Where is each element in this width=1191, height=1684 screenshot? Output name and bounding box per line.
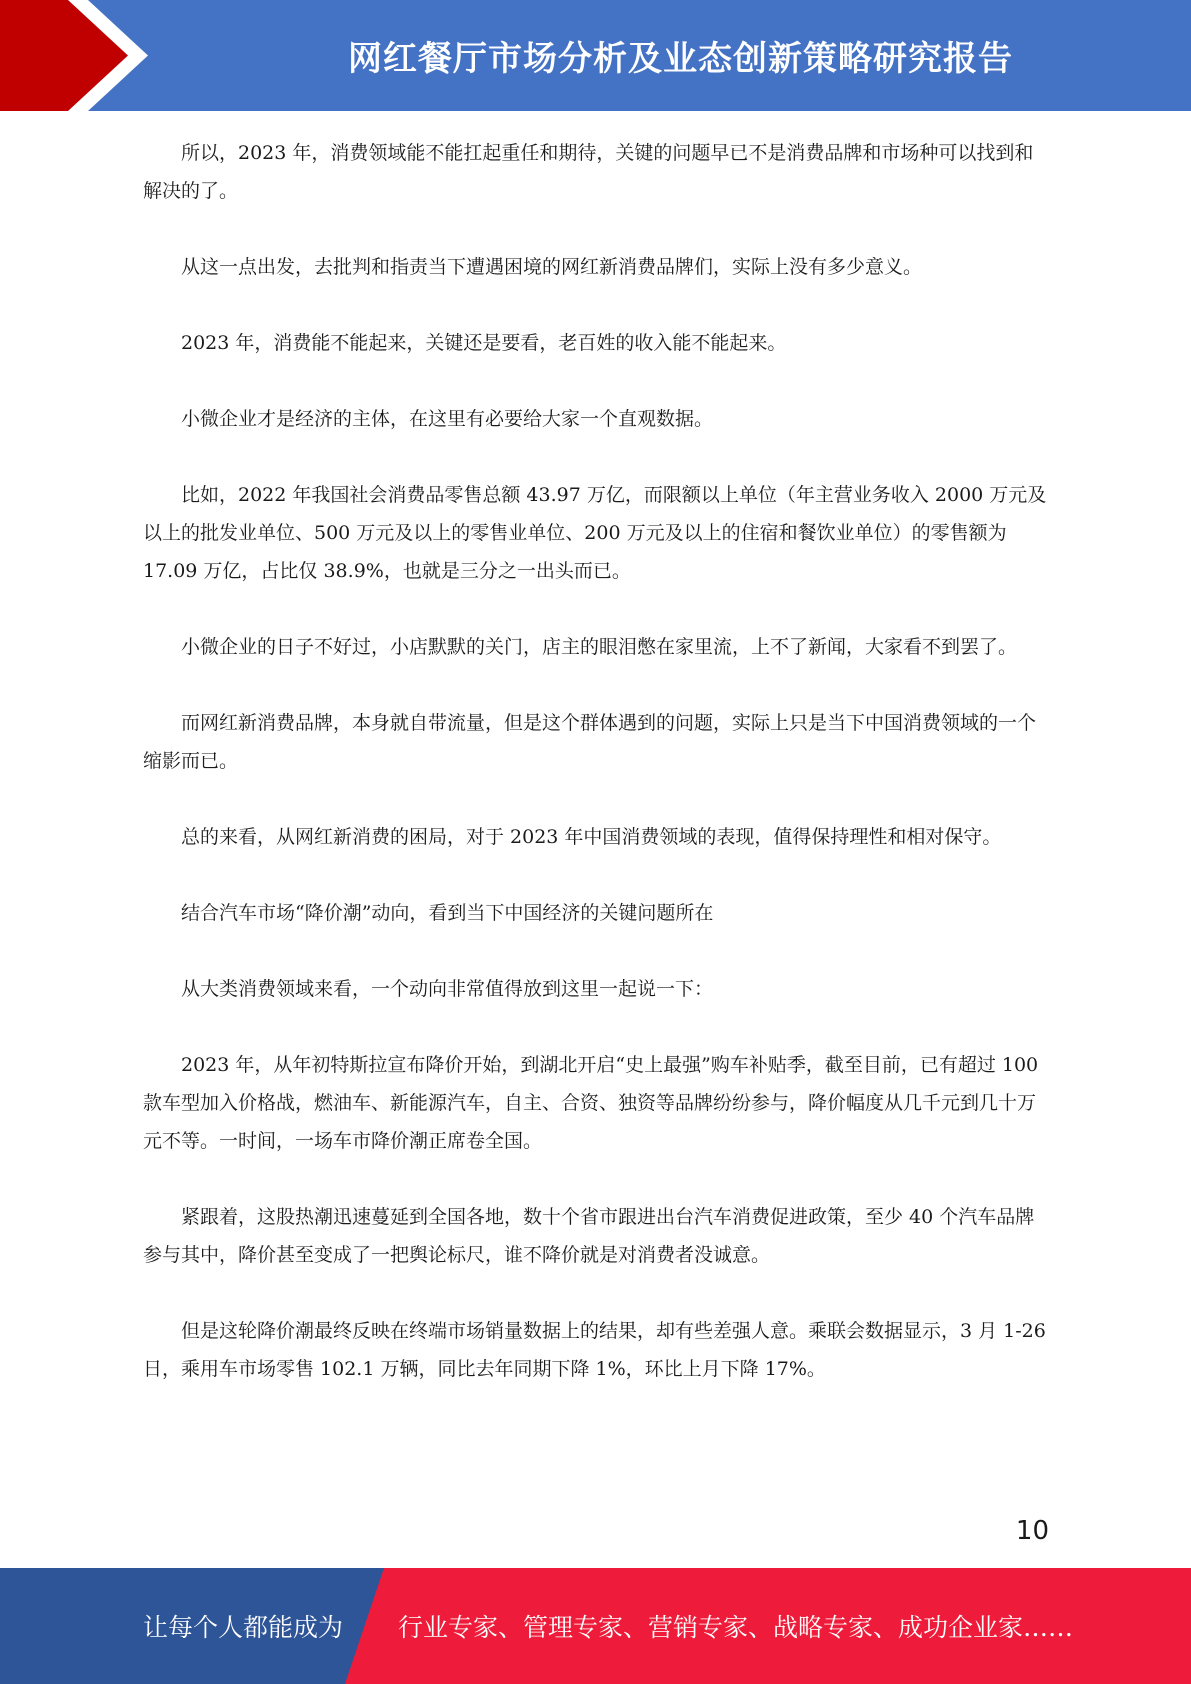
page-header — [0, 0, 1191, 111]
paragraph: 总的来看，从网红新消费的困局，对于 2023 年中国消费领域的表现，值得保持理性和相对保守。 — [181, 826, 1002, 848]
footer-slogan-right: 行业专家、管理专家、营销专家、战略专家、成功企业家…… — [398, 1613, 1074, 1642]
paragraph: 比如，2022 年我国社会消费品零售总额 43.97 万亿，而限额以上单位（年主营业务收入 2000 万元及以上的批发业单位、500 万元及以上的零售业单位、200 万元及以上的住宿和餐饮业单位）的零售额为 17.09 万亿，占比仅 38.9%，也就是三分之一出头而已。 — [143, 484, 1047, 582]
body-text — [143, 134, 1049, 1426]
paragraph: 小微企业的日子不好过，小店默默的关门，店主的眼泪憋在家里流，上不了新闻，大家看不到罢了。 — [181, 636, 1018, 658]
section-heading: 结合汽车市场“降价潮”动向，看到当下中国经济的关键问题所在 — [181, 902, 714, 924]
paragraph: 从这一点出发，去批判和指责当下遭遇困境的网红新消费品牌们，实际上没有多少意义。 — [181, 256, 923, 278]
page-number: 10 — [1015, 1516, 1049, 1546]
paragraph: 从大类消费领域来看，一个动向非常值得放到这里一起说一下： — [181, 978, 714, 1000]
paragraph: 紧跟着，这股热潮迅速蔓延到全国各地，数十个省市跟进出台汽车消费促进政策，至少 40 个汽车品牌参与其中，降价甚至变成了一把舆论标尺，谁不降价就是对消费者没诚意。 — [143, 1206, 1035, 1266]
paragraph: 2023 年，消费能不能起来，关键还是要看，老百姓的收入能不能起来。 — [181, 332, 787, 354]
footer-slogan-left: 让每个人都能成为 — [143, 1613, 344, 1642]
page-footer — [0, 1568, 1191, 1684]
report-title: 网红餐厅市场分析及业态创新策略研究报告 — [348, 39, 1013, 79]
paragraph: 但是这轮降价潮最终反映在终端市场销量数据上的结果，却有些差强人意。乘联会数据显示，3 月 1-26 日，乘用车市场零售 102.1 万辆，同比去年同期下降 1%，环比上月下降 17%。 — [143, 1320, 1046, 1380]
header-chevron-decoration — [0, 0, 160, 111]
paragraph: 2023 年，从年初特斯拉宣布降价开始，到湖北开启“史上最强”购车补贴季，截至目前，已有超过 100 款车型加入价格战，燃油车、新能源汽车，自主、合资、独资等品牌纷纷参与，降价幅度从几千元到几十万元不等。一时间，一场车市降价潮正席卷全国。 — [143, 1054, 1039, 1152]
paragraph: 所以，2023 年，消费领域能不能扛起重任和期待，关键的问题早已不是消费品牌和市场种可以找到和解决的了。 — [143, 142, 1034, 202]
paragraph: 而网红新消费品牌，本身就自带流量，但是这个群体遇到的问题，实际上只是当下中国消费领域的一个缩影而已。 — [143, 712, 1037, 772]
paragraph: 小微企业才是经济的主体，在这里有必要给大家一个直观数据。 — [181, 408, 714, 430]
